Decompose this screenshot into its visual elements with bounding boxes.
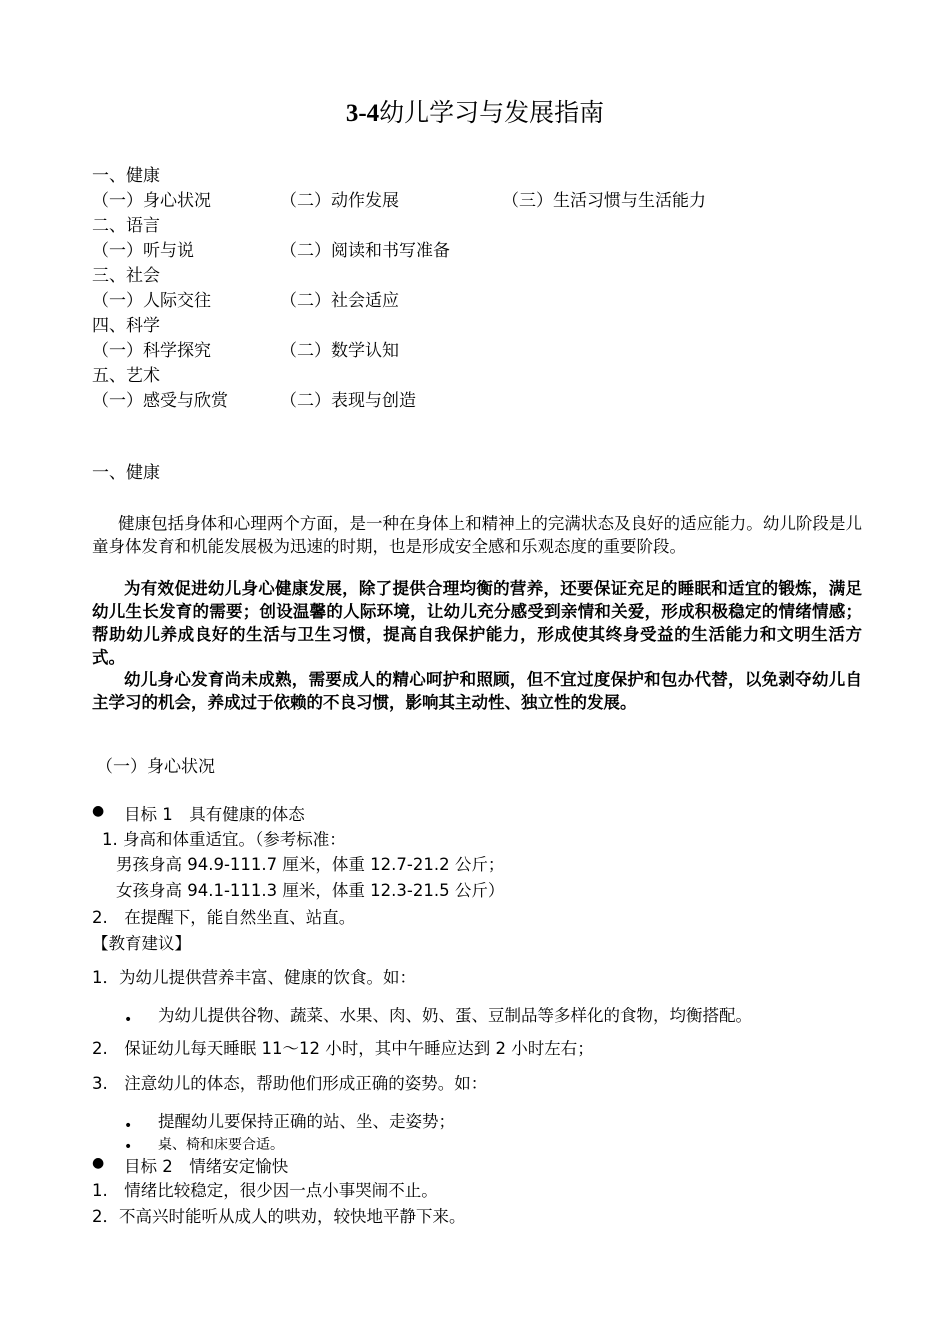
goal-title: 目标 1 具有健康的体态 xyxy=(124,805,305,824)
bullet-icon: ● xyxy=(92,803,105,819)
goal-detail: 男孩身高 94.9-111.7 厘米，体重 12.7-21.2 公斤； xyxy=(116,855,505,874)
advice-heading: 【教育建议】 xyxy=(92,934,191,953)
goal-item: 2．不高兴时能听从成人的哄劝，较快地平静下来。 xyxy=(92,1207,466,1226)
paragraph: 为有效促进幼儿身心健康发展，除了提供合理均衡的营养，还要保证充足的睡眠和适宜的锻炼，满足幼儿生长发育的需要；创设温馨的人际环境，让幼儿充分感受到亲情和关爱，形成积极稳定的情绪情感；帮助幼儿养成良好的生活与卫生习惯，提高自我保护能力，形成使其终身受益的生活能力和文明生活方式。 xyxy=(92,579,862,667)
section-heading: 一、健康 xyxy=(92,463,160,483)
toc-item: （二）数学认知 xyxy=(280,341,399,361)
bullet-icon: • xyxy=(124,1118,133,1134)
toc-item: （一）人际交往 xyxy=(92,291,211,311)
advice-item: 1．为幼儿提供营养丰富、健康的饮食。如： xyxy=(92,968,416,987)
bullet-icon: • xyxy=(124,1012,133,1028)
paragraph: 健康包括身体和心理两个方面，是一种在身体上和精神上的完满状态及良好的适应能力。幼儿阶段是儿童身体发育和机能发展极为迅速的时期，也是形成安全感和乐观态度的重要阶段。 xyxy=(92,514,862,556)
goal-detail: 女孩身高 94.1-111.3 厘米，体重 12.3-21.5 公斤） xyxy=(116,881,505,900)
toc-item: （三）生活习惯与生活能力 xyxy=(502,191,706,211)
toc-item: （二）表现与创造 xyxy=(280,391,416,411)
goal-title: 目标 2 情绪安定愉快 xyxy=(124,1157,289,1176)
goal-item: 1. 身高和体重适宜。（参考标准： xyxy=(102,830,346,849)
toc-heading-art: 五、艺术 xyxy=(92,366,160,386)
title-text: 幼儿学习与发展指南 xyxy=(379,98,605,127)
toc-item: （一）科学探究 xyxy=(92,341,211,361)
goal-item: 2. 在提醒下，能自然坐直、站直。 xyxy=(92,908,356,927)
toc-item: （二）动作发展 xyxy=(280,191,399,211)
toc-item: （一）身心状况 xyxy=(92,191,211,211)
advice-item: 3. 注意幼儿的体态，帮助他们形成正确的姿势。如： xyxy=(92,1074,488,1093)
toc-heading-science: 四、科学 xyxy=(92,316,160,336)
toc-item: （一）感受与欣赏 xyxy=(92,391,228,411)
advice-item: 2. 保证幼儿每天睡眠 11～12 小时，其中午睡应达到 2 小时左右； xyxy=(92,1039,594,1058)
toc-item: （一）听与说 xyxy=(92,241,194,261)
goal-item: 1. 情绪比较稳定，很少因一点小事哭闹不止。 xyxy=(92,1181,438,1200)
advice-subitem: 桌、椅和床要合适。 xyxy=(158,1137,284,1153)
advice-subitem: 为幼儿提供谷物、蔬菜、水果、肉、奶、蛋、豆制品等多样化的食物，均衡搭配。 xyxy=(158,1006,752,1025)
title-number: 3-4 xyxy=(345,100,380,127)
bullet-icon: ● xyxy=(92,1155,105,1171)
subsection-heading: （一）身心状况 xyxy=(96,757,215,777)
toc-heading-language: 二、语言 xyxy=(92,216,160,236)
document-title xyxy=(0,93,950,129)
toc-heading-health: 一、健康 xyxy=(92,166,160,186)
paragraph: 幼儿身心发育尚未成熟，需要成人的精心呵护和照顾，但不宜过度保护和包办代替，以免剥夺幼儿自主学习的机会，养成过于依赖的不良习惯，影响其主动性、独立性的发展。 xyxy=(92,670,862,712)
toc-heading-society: 三、社会 xyxy=(92,266,160,286)
advice-subitem: 提醒幼儿要保持正确的站、坐、走姿势； xyxy=(158,1112,455,1131)
toc-item: （二）阅读和书写准备 xyxy=(280,241,450,261)
toc-item: （二）社会适应 xyxy=(280,291,399,311)
bullet-icon: • xyxy=(124,1139,133,1155)
